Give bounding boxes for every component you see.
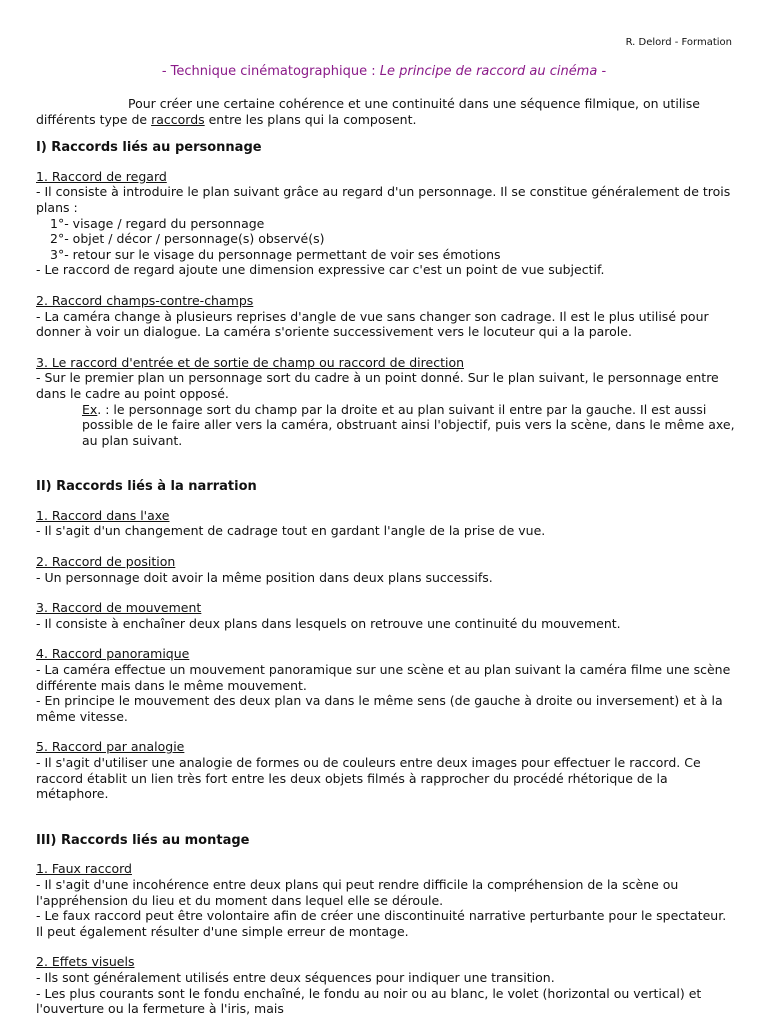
paragraph-line: - Un personnage doit avoir la même position dans deux plans successifs. bbox=[36, 569, 493, 585]
intro-paragraph bbox=[36, 96, 736, 127]
paragraph-line: - Le raccord de regard ajoute une dimension expressive car c'est un point de vue subjectif. bbox=[36, 262, 605, 278]
paragraph-line: - Les plus courants sont le fondu enchaîné, le fondu au noir ou au blanc, le volet (horizontal ou vertical) et l'ouverture ou la fermeture à l'iris, mais bbox=[36, 985, 702, 1017]
example-label: Ex bbox=[82, 401, 98, 417]
paragraph-line: - Ils sont généralement utilisés entre deux séquences pour indiquer une transition. bbox=[36, 969, 555, 985]
title-suffix: - bbox=[597, 64, 607, 79]
intro-underlined-term: raccords bbox=[151, 111, 205, 127]
header-author: R. Delord - Formation bbox=[625, 37, 732, 48]
section-title-2: II) Raccords liés à la narration bbox=[36, 479, 257, 495]
paragraph-line: - Il s'agit d'utiliser une analogie de formes ou de couleurs entre deux images pour effectuer le raccord. Ce raccord établit un lien très fort entre les deux objets filmés à rapprocher du procédé rhétorique de la métaphore. bbox=[36, 755, 701, 802]
subsection-regard bbox=[36, 169, 736, 278]
subsection-mouvement bbox=[36, 600, 736, 631]
subsection-panoramique bbox=[36, 646, 736, 724]
subsection-title: 4. Raccord panoramique bbox=[36, 646, 190, 662]
intro-text-1: Pour créer une certaine cohérence et une continuité dans une séquence filmique, on utilise différents type de bbox=[36, 96, 700, 127]
example-text: . : le personnage sort du champ par la droite et au plan suivant il entre par la gauche. Il est aussi possible de le faire aller vers la caméra, obstruant ainsi l'objectif, puis vers la scène, dans le même axe, au plan suivant. bbox=[82, 401, 735, 448]
subsection-axe bbox=[36, 508, 736, 539]
paragraph-line: - Il consiste à enchaîner deux plans dans lesquels on retrouve une continuité du mouvement. bbox=[36, 615, 621, 631]
paragraph-line: - Il s'agit d'un changement de cadrage tout en gardant l'angle de la prise de vue. bbox=[36, 523, 546, 539]
subsection-position bbox=[36, 554, 736, 585]
document-body bbox=[36, 96, 736, 1032]
subsection-effets-visuels bbox=[36, 954, 736, 1016]
paragraph-line: - La caméra change à plusieurs reprises d'angle de vue sans changer son cadrage. Il est le plus utilisé pour donner à voir un dialogue. La caméra s'oriente successivement vers le locuteur qui a la parole. bbox=[36, 308, 709, 340]
section-title-1: I) Raccords liés au personnage bbox=[36, 140, 262, 156]
subsection-direction bbox=[36, 355, 736, 449]
subsection-title: 1. Faux raccord bbox=[36, 861, 132, 877]
subsection-title: 1. Raccord de regard bbox=[36, 168, 167, 184]
subsection-title: 5. Raccord par analogie bbox=[36, 739, 185, 755]
list-item: 2°- objet / décor / personnage(s) observé(s) bbox=[50, 231, 325, 247]
subsection-title: 1. Raccord dans l'axe bbox=[36, 507, 170, 523]
paragraph-line: - Sur le premier plan un personnage sort du cadre à un point donné. Sur le plan suivant, le personnage entre dans le cadre au point opposé. bbox=[36, 370, 719, 401]
title-prefix: - Technique cinématographique : bbox=[161, 64, 380, 79]
subsection-title: 2. Raccord de position bbox=[36, 554, 176, 570]
subsection-title: 2. Effets visuels bbox=[36, 954, 135, 970]
paragraph-line: - Il s'agit d'une incohérence entre deux plans qui peut rendre difficile la compréhension de la scène ou l'appréhension du lieu et du moment dans lequel elle se déroule. bbox=[36, 876, 679, 908]
list-item: 1°- visage / regard du personnage bbox=[50, 215, 265, 231]
subsection-faux-raccord bbox=[36, 861, 736, 939]
intro-text-2: entre les plans qui la composent. bbox=[204, 111, 417, 127]
subsection-title: 3. Raccord de mouvement bbox=[36, 600, 202, 616]
title-italic: Le principe de raccord au cinéma bbox=[379, 64, 598, 79]
subsection-title: 3. Le raccord d'entrée et de sortie de champ ou raccord de direction bbox=[36, 354, 465, 370]
list-item: 3°- retour sur le visage du personnage permettant de voir ses émotions bbox=[50, 246, 501, 262]
example-paragraph bbox=[36, 402, 736, 449]
paragraph-line: - En principe le mouvement des deux plan va dans le même sens (de gauche à droite ou inversement) et à la même vitesse. bbox=[36, 693, 723, 724]
paragraph-line: - La caméra effectue un mouvement panoramique sur une scène et au plan suivant la caméra filme une scène différente mais dans le même mouvement. bbox=[36, 662, 731, 693]
section-title-3: III) Raccords liés au montage bbox=[36, 832, 250, 848]
paragraph-line: - Il consiste à introduire le plan suivant grâce au regard d'un personnage. Il se constitue généralement de trois plans : bbox=[36, 184, 731, 215]
subsection-analogie bbox=[36, 739, 736, 801]
document-title bbox=[0, 64, 768, 79]
subsection-champs-contre-champs bbox=[36, 293, 736, 340]
subsection-title: 2. Raccord champs-contre-champs bbox=[36, 292, 254, 308]
paragraph-line: - Le faux raccord peut être volontaire afin de créer une discontinuité narrative perturbante pour le spectateur. Il peut également résulter d'une simple erreur de montage. bbox=[36, 908, 727, 939]
